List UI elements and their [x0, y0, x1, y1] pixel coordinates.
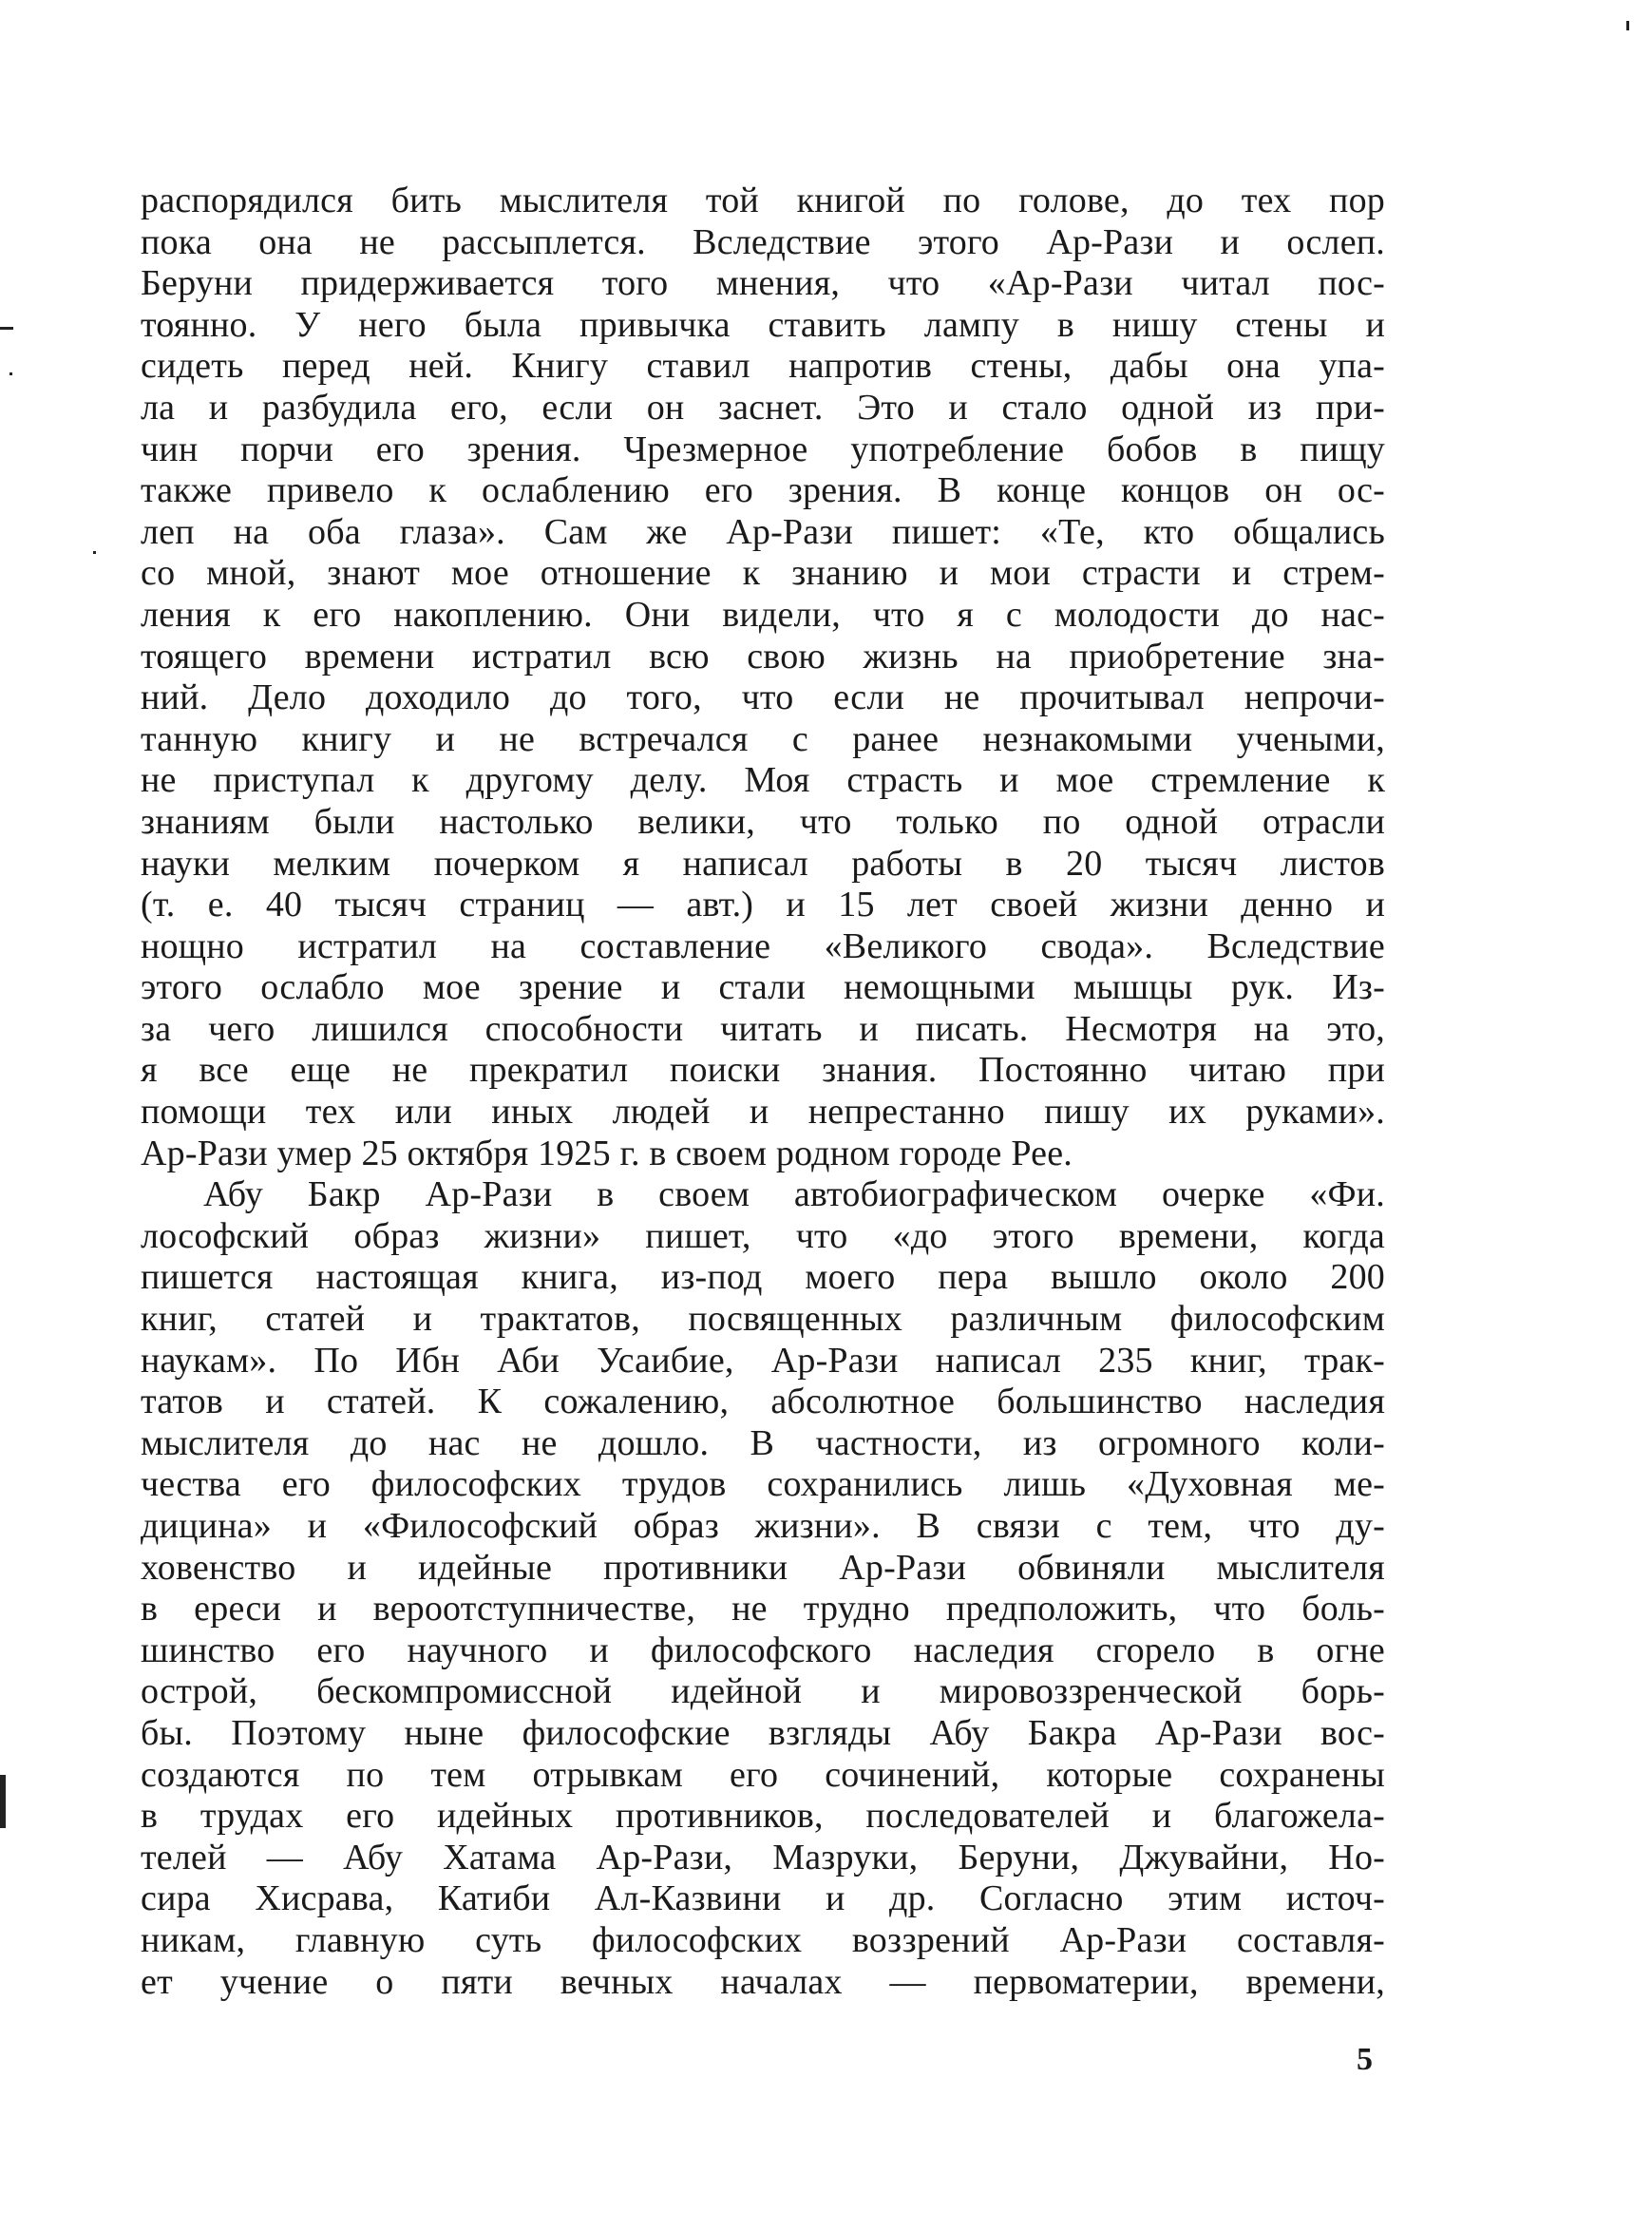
text-line: книг, статей и трактатов, посвященных различным философским [141, 1299, 1385, 1340]
paragraph-2 [141, 1174, 1385, 2003]
text-line: нощно истратил на составление «Великого свода». Вследствие [141, 925, 1385, 966]
text-line: бы. Поэтому ныне философские взгляды Абу Бакра Ар-Рази вос- [141, 1712, 1385, 1753]
text-line: помощи тех или иных людей и непрестанно пишу их руками». [141, 1092, 1385, 1133]
text-line: создаются по тем отрывкам его сочинений, которые сохранены [141, 1754, 1385, 1795]
text-line: наукам». По Ибн Аби Усаибие, Ар-Рази написал 235 книг, трак- [141, 1340, 1385, 1381]
text-line: также привело к ослаблению его зрения. В конце концов он ос- [141, 470, 1385, 511]
text-line: я все еще не прекратил поиски знания. Постоянно читаю при [141, 1050, 1385, 1091]
text-line: ний. Дело доходило до того, что если не прочитывал непрочи- [141, 677, 1385, 718]
text-line: Беруни придерживается того мнения, что «Ар-Рази читал пос- [141, 263, 1385, 304]
text-line: чин порчи его зрения. Чрезмерное употребление бобов в пищу [141, 429, 1385, 469]
text-line: леп на оба глаза». Сам же Ар-Рази пишет: «Те, кто общались [141, 511, 1385, 552]
scan-mark [0, 1775, 6, 1828]
page-number: 5 [1357, 2042, 1373, 2077]
text-line: (т. е. 40 тысяч страниц — авт.) и 15 лет своей жизни денно и [141, 885, 1385, 925]
text-line: ла и разбудила его, если он заснет. Это и стало одной из при- [141, 387, 1385, 428]
text-line: за чего лишился способности читать и писать. Несмотря на это, [141, 1008, 1385, 1049]
text-line: в ереси и вероотступничестве, не трудно предположить, что боль- [141, 1589, 1385, 1630]
text-line: знаниям были настолько велики, что только по одной отрасли [141, 801, 1385, 842]
text-line: не приступал к другому делу. Моя страсть и мое стремление к [141, 760, 1385, 801]
text-line: ет учение о пяти вечных началах — первоматерии, времени, [141, 1961, 1385, 2002]
text-line: дицина» и «Философский образ жизни». В связи с тем, что ду- [141, 1506, 1385, 1546]
text-line: танную книгу и не встречался с ранее незнакомыми учеными, [141, 718, 1385, 759]
text-line: в трудах его идейных противников, последователей и благожела- [141, 1796, 1385, 1837]
text-line: лософский образ жизни» пишет, что «до этого времени, когда [141, 1215, 1385, 1256]
text-line: сира Хисрава, Катиби Ал-Казвини и др. Согласно этим источ- [141, 1878, 1385, 1919]
text-line: ления к его накоплению. Они видели, что я с молодости до нас- [141, 594, 1385, 635]
text-line: науки мелким почерком я написал работы в 20 тысяч листов [141, 843, 1385, 884]
text-line: ховенство и идейные противники Ар-Рази обвиняли мыслителя [141, 1547, 1385, 1588]
text-line: телей — Абу Хатама Ар-Рази, Мазруки, Беруни, Джувайни, Но- [141, 1837, 1385, 1877]
text-line: сидеть перед ней. Книгу ставил напротив стены, дабы она упа- [141, 346, 1385, 387]
text-line: тоянно. У него была привычка ставить лампу в нишу стены и [141, 304, 1385, 345]
text-line: со мной, знают мое отношение к знанию и мои страсти и стрем- [141, 553, 1385, 594]
body-text [141, 181, 1385, 2003]
text-line: Абу Бакр Ар-Рази в своем автобиографическом очерке «Фи. [203, 1174, 1385, 1215]
text-line: пока она не рассыплется. Вследствие этого Ар-Рази и ослеп. [141, 221, 1385, 262]
text-line: тоящего времени истратил всю свою жизнь на приобретение зна- [141, 636, 1385, 677]
text-line: татов и статей. К сожалению, абсолютное большинство наследия [141, 1382, 1385, 1422]
scan-mark [93, 551, 96, 554]
scan-mark [9, 372, 12, 375]
text-line: никам, главную суть философских воззрений Ар-Рази составля- [141, 1919, 1385, 1960]
text-line: Ар-Рази умер 25 октября 1925 г. в своем родном городе Рее. [141, 1133, 1073, 1173]
text-line: острой, бескомпромиссной идейной и мировоззренческой борь- [141, 1671, 1385, 1712]
text-line: распорядился бить мыслителя той книгой по голове, до тех пор [141, 181, 1385, 220]
scan-mark [0, 327, 13, 330]
text-line: мыслителя до нас не дошло. В частности, из огромного коли- [141, 1422, 1385, 1463]
text-line: пишется настоящая книга, из-под моего пера вышло около 200 [141, 1257, 1385, 1298]
text-line: чества его философских трудов сохранились лишь «Духовная ме- [141, 1464, 1385, 1505]
text-line: этого ослабло мое зрение и стали немощными мышцы рук. Из- [141, 967, 1385, 1008]
text-line: шинство его научного и философского наследия сгорело в огне [141, 1630, 1385, 1670]
scan-mark [1626, 21, 1629, 30]
paragraph-1 [141, 181, 1385, 1174]
